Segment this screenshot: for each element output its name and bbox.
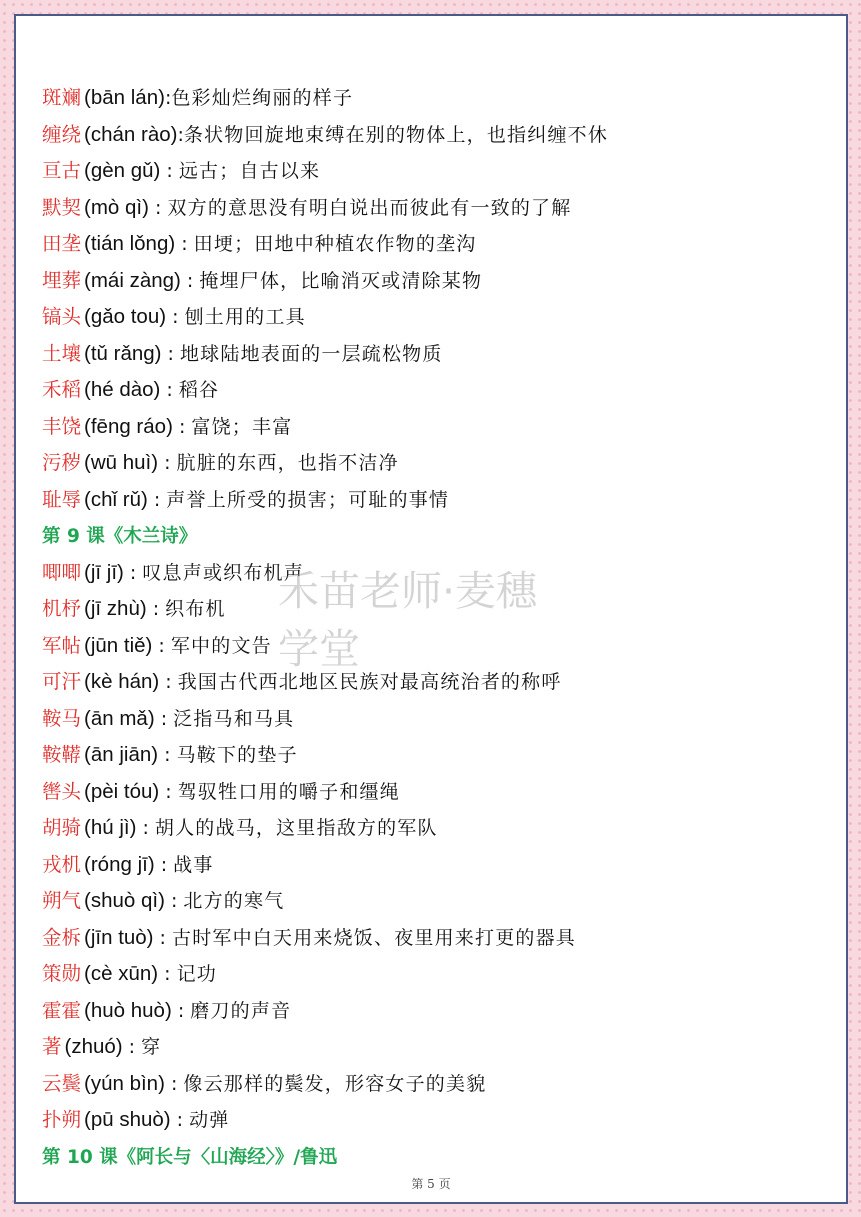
vocab-entry <box>42 482 836 519</box>
vocab-entry <box>42 920 836 957</box>
vocab-separator: : <box>161 342 180 365</box>
vocab-entry <box>42 153 836 190</box>
vocab-pinyin: (hé dào) <box>84 378 161 401</box>
vocab-entry <box>42 445 836 482</box>
vocab-definition: 稻谷 <box>178 379 220 401</box>
vocab-pinyin: (kè hán) <box>84 670 160 693</box>
vocab-pinyin: (tián lǒng) <box>84 232 176 255</box>
vocab-pinyin: (mò qì) <box>84 195 149 219</box>
vocab-definition: 驾驭牲口用的嚼子和缰绳 <box>177 780 400 803</box>
vocab-entry <box>42 993 836 1030</box>
vocab-entry <box>42 883 836 920</box>
vocab-definition: 记功 <box>176 963 217 985</box>
vocab-definition: 声誉上所受的损害；可耻的事情 <box>166 488 450 511</box>
page-number: 第 5 页 <box>411 1177 451 1191</box>
vocab-separator: : <box>154 707 174 730</box>
vocab-definition: 穿 <box>141 1036 162 1058</box>
vocab-pinyin: (jūn tiě) <box>84 633 153 657</box>
vocab-entry <box>42 774 836 811</box>
vocab-word: 鞍马 <box>42 706 82 730</box>
vocab-separator: : <box>152 634 171 657</box>
vocab-separator: : <box>158 452 177 474</box>
vocab-word: 田垄 <box>42 232 82 255</box>
vocab-entry <box>42 117 836 154</box>
vocab-definition: 我国古代西北地区民族对最高统治者的称呼 <box>177 671 562 693</box>
vocab-pinyin: (yún bìn) <box>84 1071 165 1095</box>
vocab-definition: 织布机 <box>165 598 226 620</box>
vocab-entry <box>42 810 836 847</box>
vocab-definition: 掩埋尸体，比喻消灭或清除某物 <box>199 269 483 292</box>
vocab-pinyin: (shuò qì) <box>84 889 165 912</box>
vocab-word: 镐头 <box>42 305 82 328</box>
vocab-definition: 条状物回旋地束缚在别的物体上，也指纠缠不休 <box>183 123 609 146</box>
vocab-definition: 色彩灿烂绚丽的样子 <box>171 87 354 109</box>
vocab-separator: : <box>153 926 172 949</box>
vocab-word: 机杼 <box>42 597 82 620</box>
vocab-separator: : <box>159 780 178 803</box>
vocab-separator: : <box>136 817 155 839</box>
vocab-separator: : <box>164 890 184 912</box>
vocab-word: 金柝 <box>42 925 82 949</box>
vocab-pinyin: (ān jiān) <box>84 743 159 766</box>
vocab-definition: 肮脏的东西，也指不洁净 <box>176 452 399 474</box>
vocab-pinyin: (jī jī) <box>84 560 124 584</box>
vocab-definition: 刨土用的工具 <box>184 306 306 328</box>
vocab-separator: : <box>177 123 184 146</box>
vocab-definition: 战事 <box>173 853 214 876</box>
vocab-word: 著 <box>42 1035 62 1058</box>
vocab-pinyin: (pèi tóu) <box>84 779 160 803</box>
vocab-pinyin: (ān mǎ) <box>84 706 155 730</box>
vocab-word: 埋葬 <box>42 268 82 292</box>
vocab-entry <box>42 263 836 300</box>
vocab-word: 云鬓 <box>42 1071 82 1095</box>
vocab-pinyin: (gèn gǔ) <box>84 159 161 182</box>
vocab-word: 默契 <box>42 195 82 219</box>
vocab-separator: : <box>123 561 143 584</box>
lesson-heading-text: 第 9 课《木兰诗》 <box>42 526 198 547</box>
vocab-pinyin: (wū huì) <box>84 451 159 474</box>
vocab-word: 戎机 <box>42 852 82 876</box>
vocab-word: 土壤 <box>42 341 82 365</box>
vocab-word: 亘古 <box>42 159 82 182</box>
vocab-separator: : <box>166 306 185 328</box>
vocab-entry <box>42 701 836 738</box>
vocab-definition: 像云那样的鬓发，形容女子的美貌 <box>183 1072 487 1095</box>
lesson-heading-text: 第 10 课《阿长与〈山海经〉》/鲁迅 <box>42 1146 338 1168</box>
document-page <box>14 14 848 1204</box>
vocab-separator: : <box>164 1072 184 1095</box>
vocab-separator: : <box>122 1036 142 1058</box>
vocab-word: 军帖 <box>42 633 82 657</box>
vocab-pinyin: (pū shuò) <box>84 1108 171 1131</box>
vocab-word: 禾稻 <box>42 378 82 401</box>
vocab-word: 策勋 <box>42 962 82 985</box>
vocab-word: 污秽 <box>42 451 82 474</box>
vocab-definition: 北方的寒气 <box>183 890 285 912</box>
vocab-word: 鞍鞯 <box>42 743 82 766</box>
vocab-word: 耻辱 <box>42 487 82 511</box>
vocab-entry <box>42 847 836 884</box>
vocab-entry <box>42 80 836 117</box>
vocab-entry <box>42 737 836 774</box>
vocab-definition: 叹息声或织布机声 <box>142 561 304 584</box>
vocab-entry <box>42 336 836 373</box>
vocab-definition: 富饶；丰富 <box>191 415 293 438</box>
vocab-definition: 动弹 <box>189 1109 230 1131</box>
vocab-entry <box>42 1066 836 1103</box>
vocab-entry <box>42 372 836 409</box>
vocab-separator: : <box>154 853 174 876</box>
vocab-separator: : <box>158 744 177 766</box>
vocab-definition: 古时军中白天用来烧饭、夜里用来打更的器具 <box>172 926 577 949</box>
vocab-separator: : <box>160 160 179 182</box>
vocab-entry <box>42 226 836 263</box>
vocab-entry <box>42 1029 836 1066</box>
vocab-word: 唧唧 <box>42 560 82 584</box>
vocab-separator: : <box>164 87 172 109</box>
vocab-pinyin: (chǐ rǔ) <box>84 487 148 511</box>
lesson-heading <box>42 518 836 555</box>
vocab-word: 斑斓 <box>42 86 82 109</box>
vocab-separator: : <box>146 598 166 620</box>
vocab-definition: 马鞍下的垫子 <box>176 744 298 766</box>
vocab-word: 丰饶 <box>42 414 82 438</box>
vocab-word: 辔头 <box>42 779 82 803</box>
vocab-definition: 泛指马和马具 <box>173 707 295 730</box>
vocab-pinyin: (fēng ráo) <box>84 414 173 438</box>
vocab-entry <box>42 956 836 993</box>
vocab-word: 胡骑 <box>42 816 82 839</box>
vocab-entry <box>42 409 836 446</box>
vocab-pinyin: (zhuó) <box>64 1035 123 1058</box>
vocab-pinyin: (bān lán) <box>84 86 165 109</box>
vocab-word: 朔气 <box>42 889 82 912</box>
vocab-separator: : <box>171 999 191 1022</box>
vocab-pinyin: (huò huò) <box>84 998 172 1022</box>
vocab-entry <box>42 1102 836 1139</box>
vocab-separator: : <box>147 488 167 511</box>
vocab-entry <box>42 190 836 227</box>
vocab-separator: : <box>170 1109 190 1131</box>
lesson-heading <box>42 1139 836 1176</box>
vocab-definition: 田埂；田地中种植农作物的垄沟 <box>193 233 477 255</box>
vocab-word: 霍霍 <box>42 998 82 1022</box>
vocab-separator: : <box>158 963 177 985</box>
vocab-definition: 胡人的战马，这里指敌方的军队 <box>154 817 438 839</box>
vocab-separator: : <box>172 415 192 438</box>
vocab-separator: : <box>175 233 194 255</box>
vocab-pinyin: (cè xūn) <box>84 962 159 985</box>
watermark: 禾苗老师·麦穗 学堂 <box>278 567 538 673</box>
vocab-separator: : <box>160 379 179 401</box>
vocab-definition: 双方的意思没有明白说出而彼此有一致的了解 <box>167 196 572 219</box>
vocab-definition: 军中的文告 <box>170 634 272 657</box>
vocab-pinyin: (gǎo tou) <box>84 305 167 328</box>
vocab-pinyin: (tǔ rǎng) <box>84 341 162 365</box>
vocab-entry <box>42 299 836 336</box>
vocab-word: 扑朔 <box>42 1108 82 1131</box>
vocab-pinyin: (róng jī) <box>84 852 155 876</box>
vocab-separator: : <box>148 196 168 219</box>
vocab-pinyin: (mái zàng) <box>84 268 181 292</box>
vocab-definition: 远古；自古以来 <box>178 160 321 182</box>
vocab-separator: : <box>159 671 178 693</box>
vocab-pinyin: (hú jì) <box>84 816 137 839</box>
vocab-pinyin: (chán rào) <box>84 122 178 146</box>
vocab-pinyin: (jīn tuò) <box>84 925 154 949</box>
vocab-word: 缠绕 <box>42 122 82 146</box>
vocab-pinyin: (jī zhù) <box>84 597 147 620</box>
vocab-definition: 磨刀的声音 <box>190 999 292 1022</box>
vocab-word: 可汗 <box>42 670 82 693</box>
vocab-definition: 地球陆地表面的一层疏松物质 <box>179 342 443 365</box>
vocab-separator: : <box>180 269 200 292</box>
